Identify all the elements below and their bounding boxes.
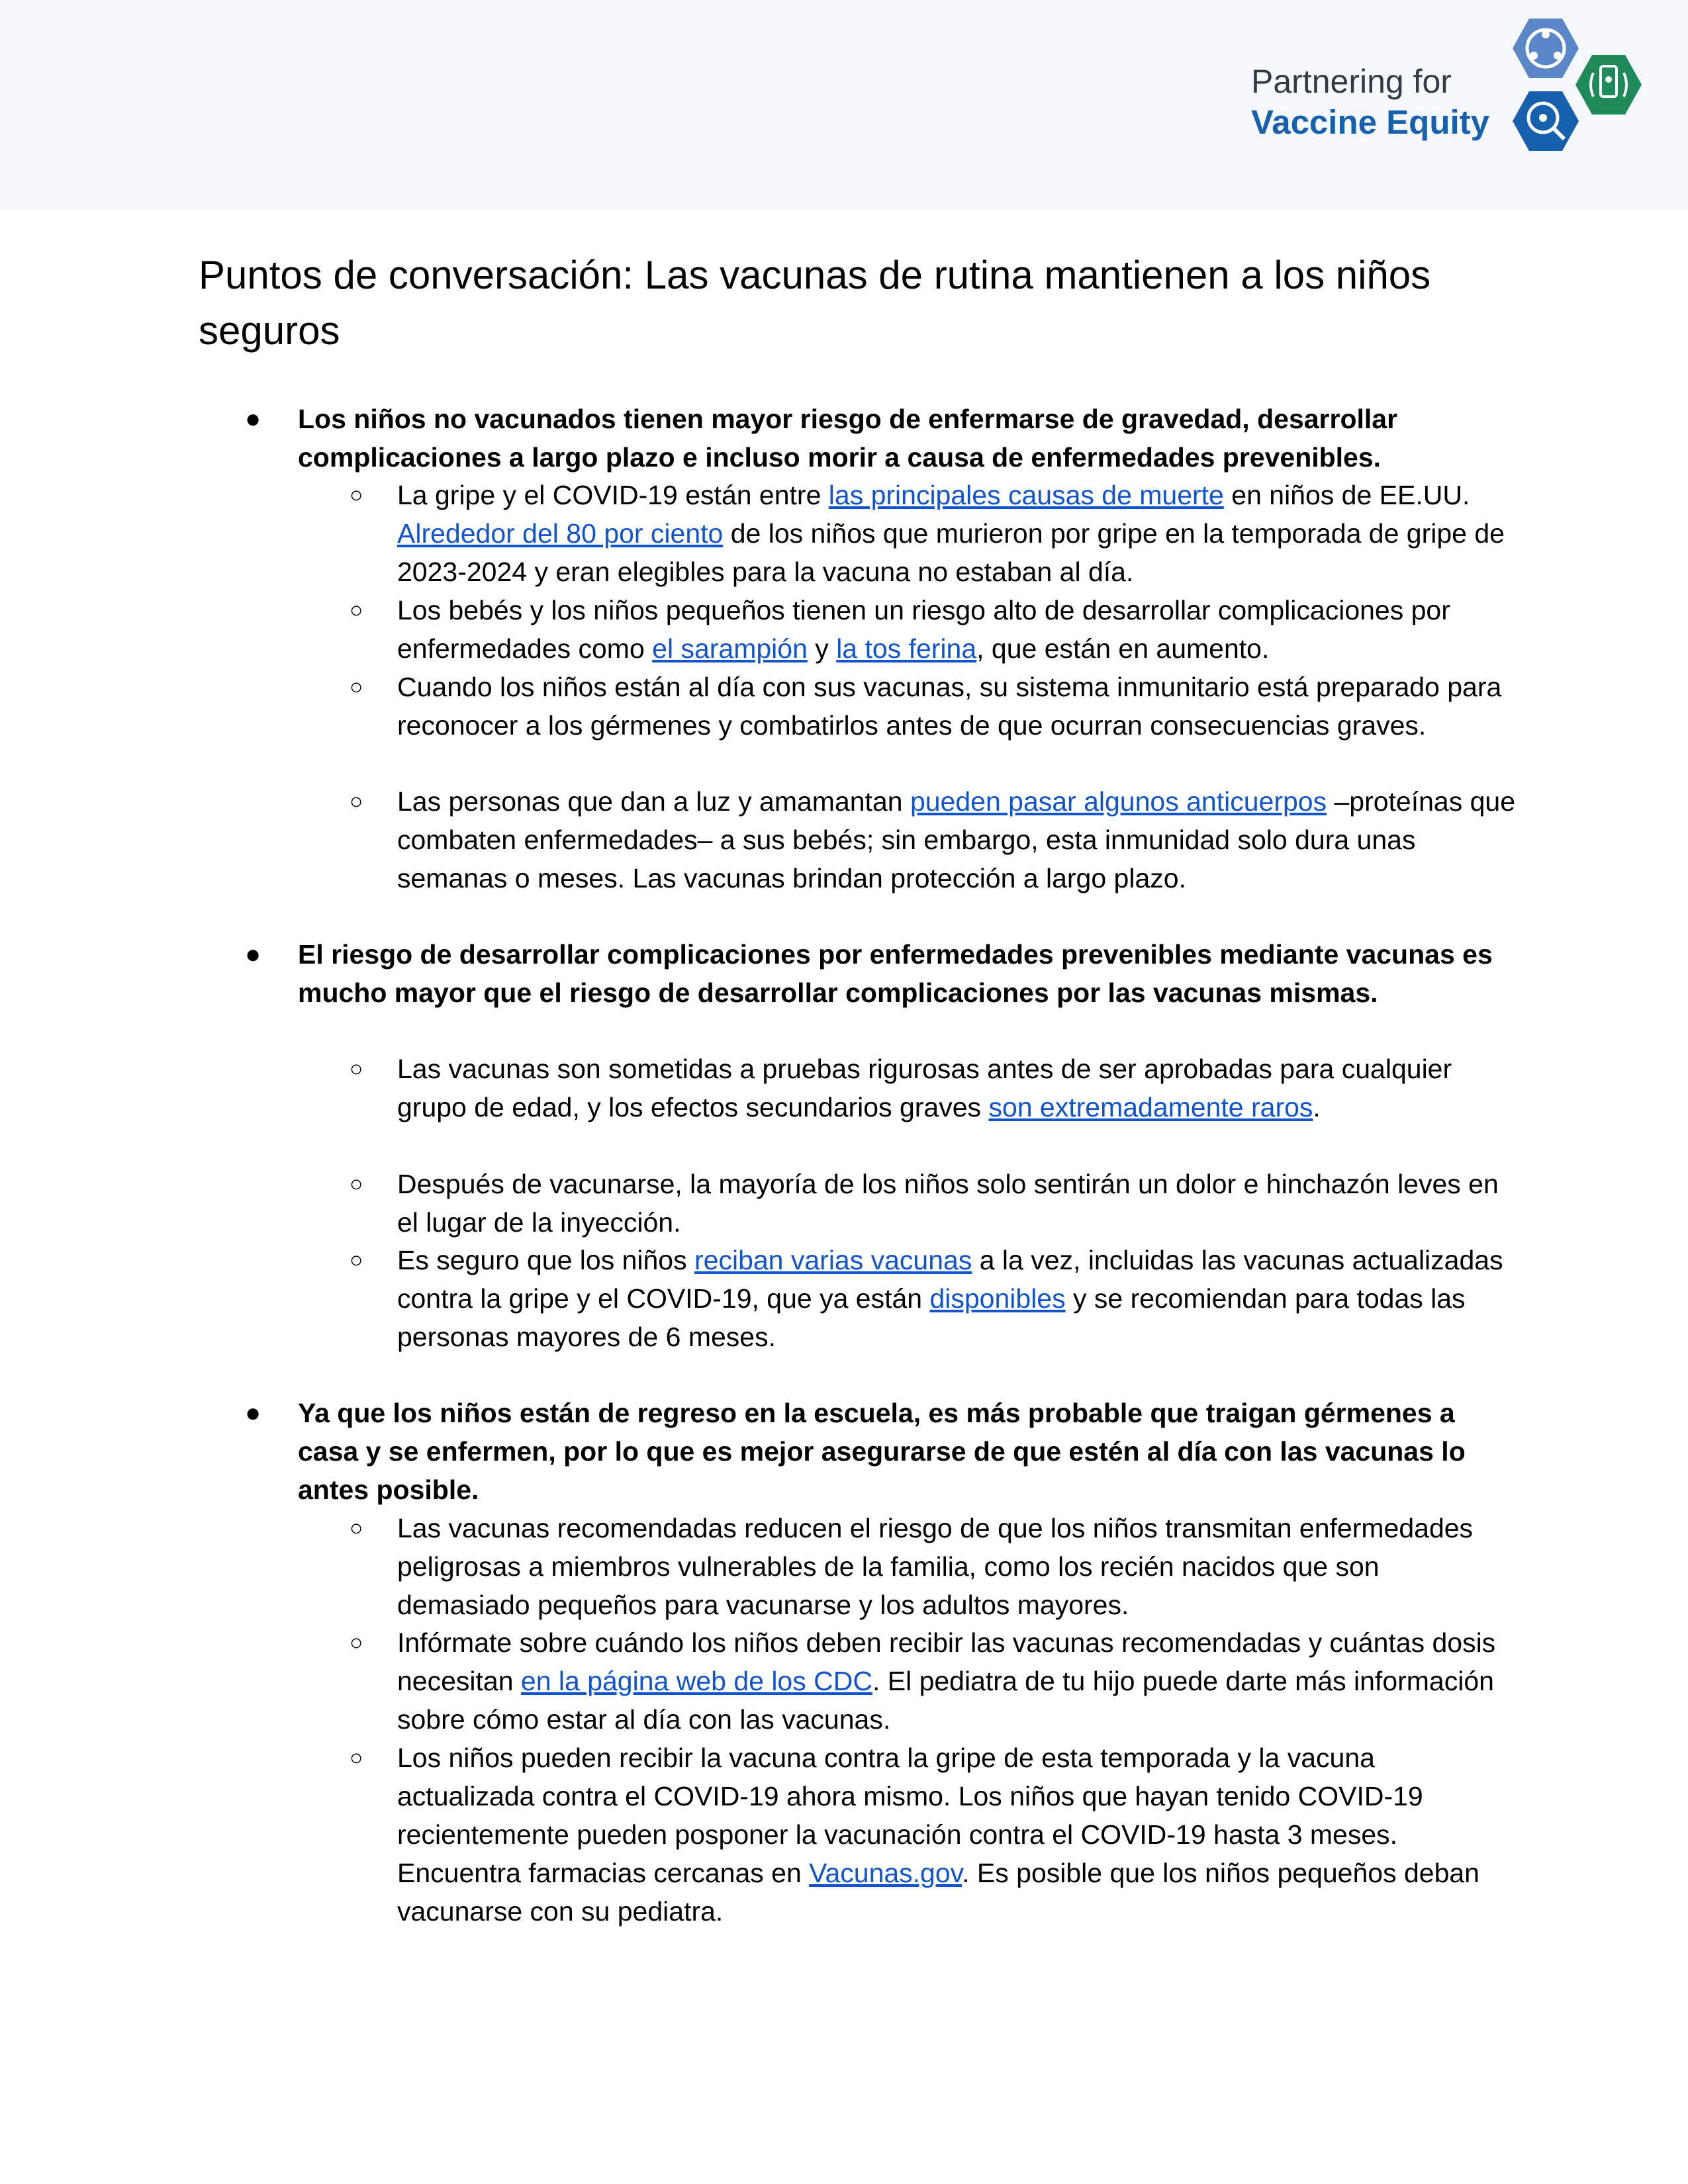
sub-bullet-marker: ○ [350, 1248, 363, 1273]
item-text: . [1313, 1092, 1321, 1122]
list-item [397, 1165, 1516, 1242]
sub-bullet-marker: ○ [350, 1171, 363, 1197]
link-80-por-ciento[interactable]: Alrededor del 80 por ciento [397, 518, 724, 549]
bullet-marker: ● [245, 1398, 261, 1428]
logo-line-1: Partnering for [1251, 63, 1452, 100]
sub-bullet-marker: ○ [350, 674, 363, 700]
bullet-marker: ● [245, 940, 261, 969]
item-text: Infórmate sobre cuándo los niños deben recibir las vacunas recomendadas y cuántas dosis necesitan [397, 1627, 1496, 1696]
item-text: , que están en aumento. [976, 633, 1270, 664]
logo-wordmark [1251, 61, 1496, 143]
section-3-heading: Ya que los niños están de regreso en la escuela, es más probable que traigan gérmenes a casa y se enfermen, por lo que es mejor asegurarse de que estén al día con las vacunas lo antes posible. [298, 1398, 1466, 1505]
page-title: Puntos de conversación: Las vacunas de rutina mantienen a los niños seguros [199, 253, 1431, 353]
link-pagina-cdc[interactable]: en la página web de los CDC [520, 1666, 872, 1696]
link-anticuerpos[interactable]: pueden pasar algunos anticuerpos [910, 786, 1327, 817]
item-text: y [807, 633, 837, 664]
link-extremadamente-raros[interactable]: son extremadamente raros [988, 1092, 1313, 1122]
item-text: –proteínas que combaten enfermedades– a sus bebés; sin embargo, esta inmunidad solo dura unas semanas o meses. Las vacunas brindan protección a largo plazo. [397, 786, 1516, 893]
sub-bullet-marker: ○ [350, 1630, 363, 1655]
item-text: Después de vacunarse, la mayoría de los niños solo sentirán un dolor e hinchazón leves en el lugar de la inyección. [397, 1169, 1499, 1238]
sub-bullet-marker: ○ [350, 482, 363, 508]
item-text: a la vez, incluidas las vacunas actualizadas contra la gripe y el COVID-19, que ya están [397, 1245, 1503, 1314]
list-item [397, 476, 1516, 591]
item-text: Cuando los niños están al día con sus vacunas, su sistema inmunitario está preparado para reconocer a los gérmenes y combatirlos antes de que ocurran consecuencias graves. [397, 672, 1502, 741]
item-text: en niños de EE.UU. [1223, 480, 1470, 510]
list-item [397, 782, 1516, 897]
list-item [397, 1509, 1516, 1624]
logo-line-2: Vaccine Equity [1251, 103, 1489, 141]
bullet-marker: ● [245, 404, 261, 433]
list-item [397, 1050, 1516, 1126]
hexagon-search-icon [1513, 91, 1579, 151]
list-item [397, 591, 1516, 668]
item-text: Las vacunas son sometidas a pruebas rigurosas antes de ser aprobadas para cualquier grupo de edad, y los efectos secundarios graves [397, 1054, 1452, 1122]
item-text: Los niños pueden recibir la vacuna contra la gripe de esta temporada y la vacuna actualizada contra el COVID-19 ahora mismo. Los niños que hayan tenido COVID-19 recientemente pueden posponer la vacunación contra el COVID-19 hasta 3 meses. Encuentra farmacias cercanas en [397, 1743, 1423, 1888]
hexagon-phone-icon [1575, 55, 1642, 114]
item-text: de los niños que murieron por gripe en la temporada de gripe de 2023-2024 y eran elegibles para la vacuna no estaban al día. [397, 518, 1505, 587]
link-vacunas-gov[interactable]: Vacunas.gov [809, 1858, 962, 1888]
sub-bullet-marker: ○ [350, 789, 363, 814]
section-1-heading: Los niños no vacunados tienen mayor riesgo de enfermarse de gravedad, desarrollar complicaciones a largo plazo e incluso morir a causa de enfermedades prevenibles. [298, 404, 1398, 473]
link-varias-vacunas[interactable]: reciban varias vacunas [694, 1245, 972, 1275]
sub-bullet-marker: ○ [350, 1745, 363, 1770]
link-principales-causas[interactable]: las principales causas de muerte [828, 480, 1224, 510]
link-sarampion[interactable]: el sarampión [652, 633, 808, 664]
hexagon-logo-icon [1493, 19, 1662, 181]
section-2-heading: El riesgo de desarrollar complicaciones por enfermedades prevenibles mediante vacunas es mucho mayor que el riesgo de desarrollar complicaciones por las vacunas mismas. [298, 939, 1493, 1008]
header-band [0, 0, 1688, 210]
list-item [397, 1241, 1516, 1356]
item-text: La gripe y el COVID-19 están entre [397, 480, 829, 510]
item-text: Las vacunas recomendadas reducen el riesgo de que los niños transmitan enfermedades peligrosas a miembros vulnerables de la familia, como los recién nacidos que son demasiado pequeños para vacunarse y los adultos mayores. [397, 1513, 1474, 1620]
list-item [397, 1623, 1516, 1739]
item-text: y se recomiendan para todas las personas mayores de 6 meses. [397, 1283, 1466, 1352]
list-item [397, 668, 1516, 745]
sub-bullet-marker: ○ [350, 1056, 363, 1081]
sub-bullet-marker: ○ [350, 598, 363, 623]
link-tos-ferina[interactable]: la tos ferina [836, 633, 977, 664]
item-text: Las personas que dan a luz y amamantan [397, 786, 910, 817]
item-text: Los bebés y los niños pequeños tienen un riesgo alto de desarrollar complicaciones por enfermedades como [397, 595, 1450, 664]
sub-bullet-marker: ○ [350, 1516, 363, 1541]
item-text: . Es posible que los niños pequeños deban vacunarse con su pediatra. [397, 1858, 1479, 1927]
item-text: Es seguro que los niños [397, 1245, 694, 1275]
link-disponibles[interactable]: disponibles [929, 1283, 1066, 1314]
hexagon-people-icon [1513, 19, 1579, 78]
item-text: . El pediatra de tu hijo puede darte más información sobre cómo estar al día con las vacunas. [397, 1666, 1494, 1735]
list-item [397, 1739, 1516, 1931]
